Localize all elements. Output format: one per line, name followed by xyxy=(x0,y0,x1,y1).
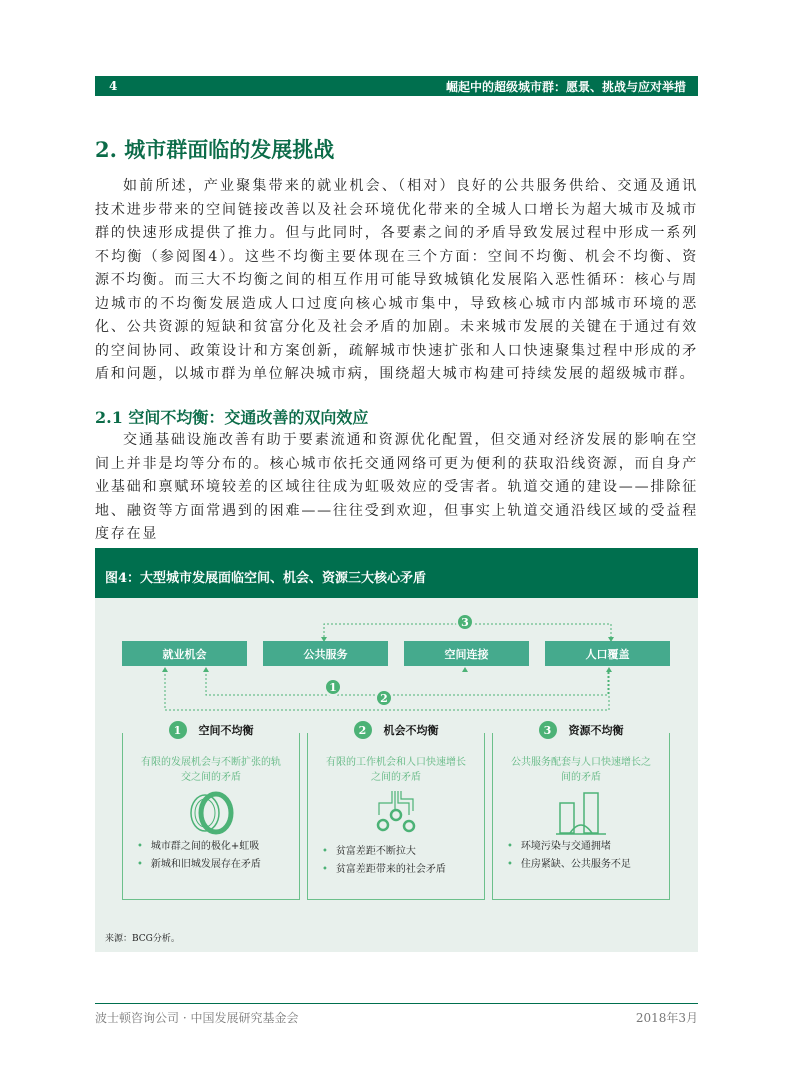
link-1-badge: 1 xyxy=(324,678,342,696)
panel-number: 1 xyxy=(169,721,187,739)
bullet: • 住房紧缺、公共服务不足 xyxy=(507,856,631,874)
box-spatial-connection: 空间连接 xyxy=(404,641,529,666)
box-population-coverage: 人口覆盖 xyxy=(545,641,670,666)
link-3-badge: 3 xyxy=(456,613,474,631)
panel-subtitle: 公共服务配套与人口快速增长之间的矛盾 xyxy=(511,757,651,783)
bullet: • 城市群之间的极化+虹吸 xyxy=(137,838,261,856)
bullet: • 环境污染与交通拥堵 xyxy=(507,838,631,856)
panel-opportunity xyxy=(307,723,485,900)
box-employment: 就业机会 xyxy=(122,641,247,666)
panel-resources xyxy=(492,723,670,900)
section-title: 2. 城市群面临的发展挑战 xyxy=(95,137,335,162)
page-number: 4 xyxy=(109,79,118,93)
footer-date: 2018年3月 xyxy=(635,1011,698,1025)
figure-title: 图4：大型城市发展面临空间、机会、资源三大核心矛盾 xyxy=(95,548,698,598)
rings-icon xyxy=(123,791,299,835)
subsection-paragraph: 交通基础设施改善有助于要素流通和资源优化配置，但交通对经济发展的影响在空间上并非是均等分布的。核心城市依托交通网络可更为便利的获取沿线资源，而自身产业基础和禀赋环境较差的区域往往成为虹吸效应的受害者。轨道交通的建设——排除征地、融资等方面常遇到的困难——往往受到欢迎，但事实上轨道交通沿线区域的受益程度存在显 xyxy=(95,432,698,542)
box-public-services: 公共服务 xyxy=(263,641,388,666)
panel-number: 2 xyxy=(354,721,372,739)
panel-title: 空间不均衡 xyxy=(198,724,254,737)
subsection-title: 2.1 空间不均衡：交通改善的双向效应 xyxy=(95,408,369,427)
panel-title: 机会不均衡 xyxy=(383,724,439,737)
bullet: • 新城和旧城发展存在矛盾 xyxy=(137,856,261,874)
panel-spatial xyxy=(122,723,300,900)
panel-subtitle: 有限的发展机会与不断扩张的轨交之间的矛盾 xyxy=(141,757,281,783)
panel-number: 3 xyxy=(539,721,557,739)
report-title: 崛起中的超级城市群：愿景、挑战与应对举措 xyxy=(445,79,686,94)
panel-subtitle: 有限的工作机会和人口快速增长之间的矛盾 xyxy=(326,757,466,783)
page-header xyxy=(95,76,698,96)
buildings-icon xyxy=(493,791,669,835)
bullet: • 贫富差距带来的社会矛盾 xyxy=(322,861,446,879)
figure-source: 来源：BCG分析。 xyxy=(105,934,180,944)
branching-arrows-icon xyxy=(308,791,484,835)
footer-divider xyxy=(95,1003,698,1004)
footer-organizations: 波士顿咨询公司 · 中国发展研究基金会 xyxy=(95,1011,299,1025)
figure-4 xyxy=(95,548,698,952)
link-2-badge: 2 xyxy=(375,689,393,707)
bullet: • 贫富差距不断拉大 xyxy=(322,843,446,861)
panel-title: 资源不均衡 xyxy=(568,724,624,737)
section-paragraph: 如前所述，产业聚集带来的就业机会、（相对）良好的公共服务供给、交通及通讯技术进步带来的空间链接改善以及社会环境优化带来的全城人口增长为超大城市及城市群的快速形成提供了推力。但与此同时，各要素之间的矛盾导致发展过程中形成一系列不均衡（参阅图4）。这些不均衡主要体现在三个方面：空间不均衡、机会不均衡、资源不均衡。而三大不均衡之间的相互作用可能导致城镇化发展陷入恶性循环：核心与周边城市的不均衡发展造成人口过度向核心城市集中，导致核心城市内部城市环境的恶化、公共资源的短缺和贫富分化及社会矛盾的加剧。未来城市发展的关键在于通过有效的空间协同、政策设计和方案创新，疏解城市快速扩张和人口快速聚集过程中形成的矛盾和问题，以城市群为单位解决城市病，围绕超大城市构建可持续发展的超级城市群。 xyxy=(95,178,698,382)
